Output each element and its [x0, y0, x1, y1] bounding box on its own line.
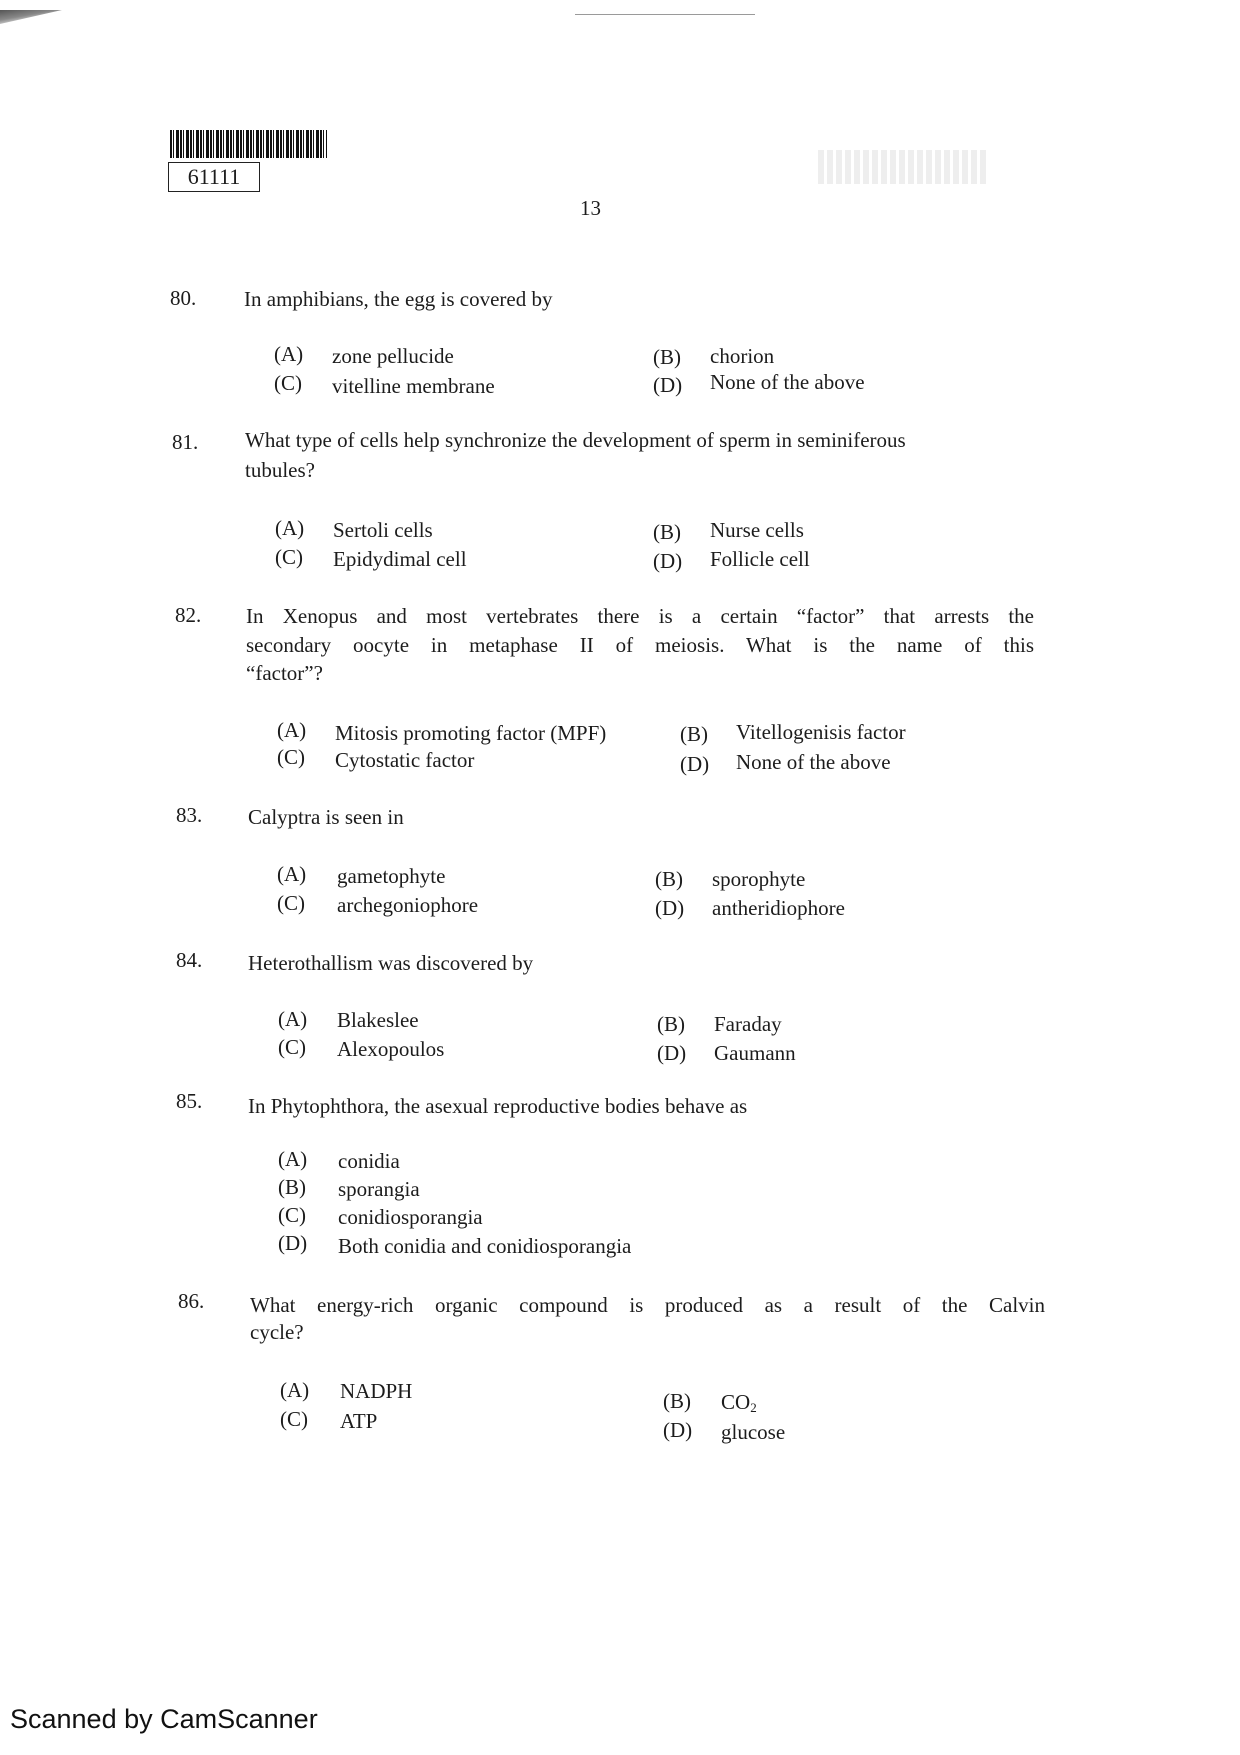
option-text: archegoniophore [337, 893, 479, 917]
question-text: Calyptra is seen in [248, 805, 404, 829]
option-text: Both conidia and conidiosporangia [338, 1234, 632, 1258]
question-text: In Phytophthora, the asexual reproductive bodies behave as [248, 1094, 748, 1118]
option-letter: (D) [663, 1418, 693, 1442]
faint-bleed-through-stamp [818, 150, 988, 184]
option-letter: (B) [663, 1389, 691, 1413]
option-text: Gaumann [714, 1041, 796, 1065]
option-letter: (D) [655, 896, 685, 920]
co2-text: CO [721, 1390, 751, 1414]
option-text [721, 1390, 757, 1416]
barcode [170, 130, 327, 158]
question-number: 83. [176, 803, 203, 827]
question-text: In amphibians, the egg is covered by [244, 287, 553, 311]
question-text-line: “factor”? [246, 661, 323, 685]
option-text: Faraday [714, 1012, 782, 1036]
question-text-line: In Xenopus and most vertebrates there is a certain “factor” that arrests the [246, 604, 1034, 628]
option-text: Blakeslee [337, 1008, 419, 1032]
question-text-line: What type of cells help synchronize the development of sperm in seminiferous [245, 428, 906, 452]
question-number: 81. [172, 430, 199, 454]
option-letter: (A) [278, 1147, 308, 1171]
option-text: conidiosporangia [338, 1205, 483, 1229]
option-text: conidia [338, 1149, 400, 1173]
option-letter: (C) [278, 1203, 306, 1227]
option-letter: (C) [280, 1407, 308, 1431]
option-letter: (D) [278, 1231, 308, 1255]
option-letter: (B) [657, 1012, 685, 1036]
option-text: Mitosis promoting factor (MPF) [335, 721, 607, 745]
question-number: 82. [175, 603, 202, 627]
option-letter: (B) [655, 867, 683, 891]
question-number: 80. [170, 286, 197, 310]
option-text: Epidydimal cell [333, 547, 467, 571]
option-text: NADPH [340, 1379, 413, 1403]
option-text: Cytostatic factor [335, 748, 475, 772]
option-letter: (A) [274, 342, 304, 366]
page-number: 13 [580, 196, 601, 220]
option-letter: (D) [657, 1041, 687, 1065]
option-letter: (A) [280, 1378, 310, 1402]
option-text: Follicle cell [710, 547, 810, 571]
option-letter: (B) [653, 345, 681, 369]
scan-corner-mark [0, 10, 62, 24]
option-letter: (B) [653, 520, 681, 544]
option-letter: (D) [653, 549, 683, 573]
co2-subscript: 2 [750, 1400, 757, 1415]
option-letter: (C) [275, 545, 303, 569]
option-letter: (D) [680, 752, 710, 776]
question-text-line: tubules? [245, 458, 315, 482]
option-letter: (A) [277, 718, 307, 742]
option-letter: (A) [278, 1007, 308, 1031]
question-number: 85. [176, 1089, 203, 1113]
option-text: Sertoli cells [333, 518, 433, 542]
option-letter: (A) [277, 862, 307, 886]
paper-code: 61111 [168, 162, 260, 192]
option-letter: (C) [278, 1035, 306, 1059]
option-letter: (A) [275, 516, 305, 540]
question-number: 86. [178, 1289, 205, 1313]
option-text: Vitellogenisis factor [736, 720, 906, 744]
option-text: zone pellucide [332, 344, 454, 368]
question-text: Heterothallism was discovered by [248, 951, 534, 975]
option-text: None of the above [710, 370, 865, 394]
option-text: vitelline membrane [332, 374, 495, 398]
option-text: sporophyte [712, 867, 806, 891]
option-text: sporangia [338, 1177, 420, 1201]
option-letter: (C) [277, 891, 305, 915]
option-text: antheridiophore [712, 896, 845, 920]
top-rule [575, 14, 755, 15]
option-letter: (C) [274, 371, 302, 395]
option-text: glucose [721, 1420, 786, 1444]
option-letter: (C) [277, 745, 305, 769]
question-number: 84. [176, 948, 203, 972]
option-letter: (D) [653, 373, 683, 397]
camscanner-watermark: Scanned by CamScanner [10, 1704, 318, 1734]
option-letter: (B) [278, 1175, 306, 1199]
question-text-line: cycle? [250, 1320, 304, 1344]
option-letter: (B) [680, 722, 708, 746]
option-text: chorion [710, 344, 775, 368]
option-text: ATP [340, 1409, 378, 1433]
question-text-line: secondary oocyte in metaphase II of meiosis. What is the name of this [246, 633, 1034, 657]
question-text-line: What energy-rich organic compound is produced as a result of the Calvin [250, 1293, 1045, 1317]
option-text: gametophyte [337, 864, 446, 888]
option-text: Nurse cells [710, 518, 804, 542]
option-text: None of the above [736, 750, 891, 774]
option-text: Alexopoulos [337, 1037, 445, 1061]
